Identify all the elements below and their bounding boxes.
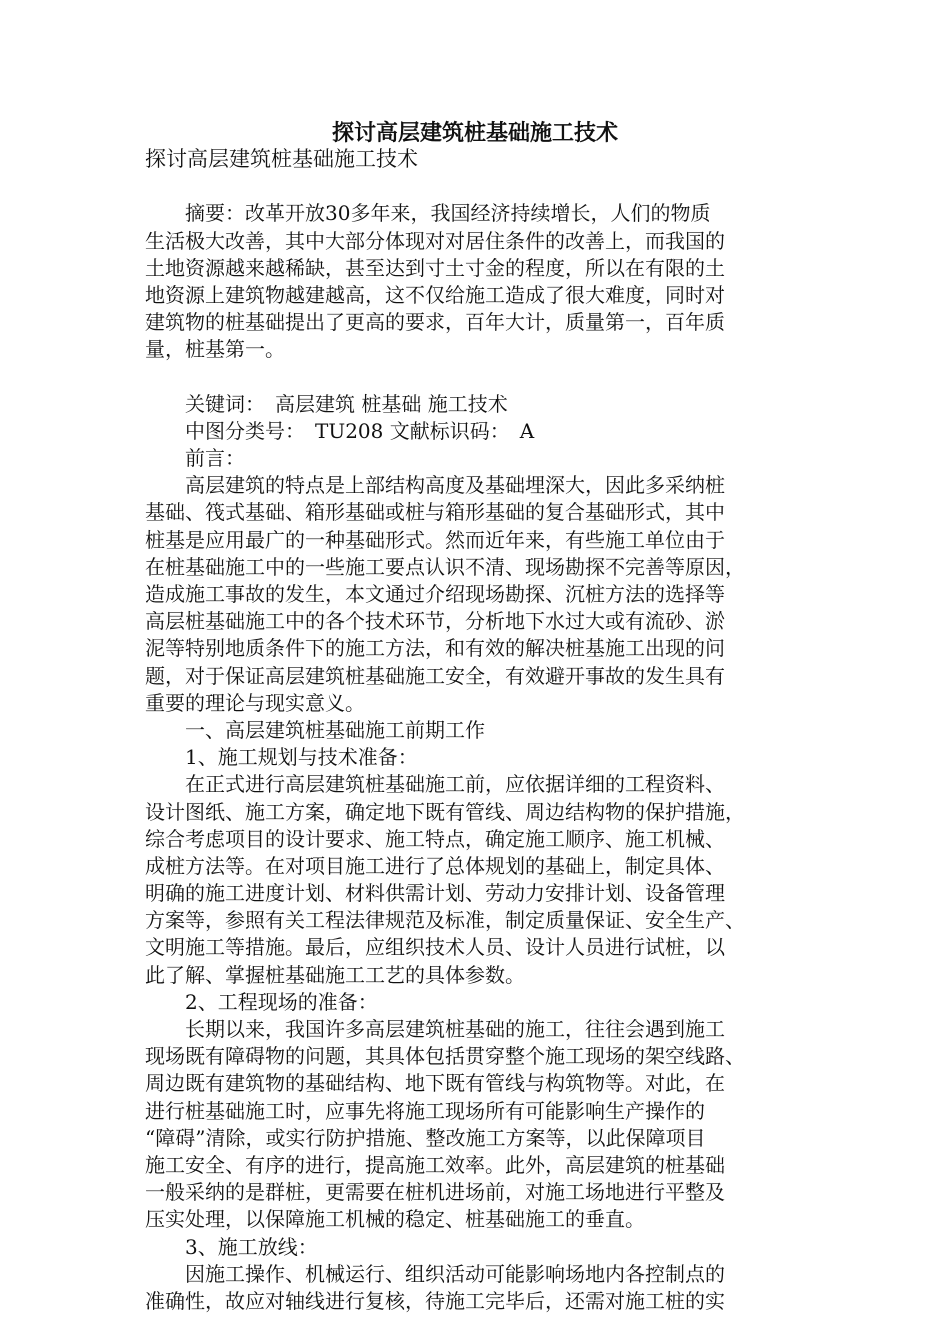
abstract-line-5: 建筑物的桩基础提出了更高的要求，百年大计，质量第一，百年质 [145, 310, 725, 335]
paragraph-line: 重要的理论与现实意义。 [145, 690, 365, 715]
section-heading-1: 一、高层建筑桩基础施工前期工作 [145, 717, 485, 742]
preface-heading: 前言： [145, 446, 245, 471]
abstract-line-6: 量，桩基第一。 [145, 337, 285, 362]
paragraph-line: 造成施工事故的发生，本文通过介绍现场勘探、沉桩方法的选择等 [145, 582, 725, 606]
paragraph-line: 基础、筏式基础、箱形基础或桩与箱形基础的复合基础形式，其中 [145, 500, 725, 525]
paragraph-line: 方案等，参照有关工程法律规范及标准，制定质量保证、安全生产、 [145, 908, 745, 933]
paragraph-line: 一般采纳的是群桩，更需要在桩机进场前，对施工场地进行平整及 [145, 1180, 725, 1205]
abstract-line-2: 生活极大改善，其中大部分体现对对居住条件的改善上，而我国的 [145, 228, 725, 253]
paragraph-line: 题，对于保证高层建筑桩基础施工安全，有效避开事故的发生具有 [145, 663, 725, 688]
paragraph-line: 因施工操作、机械运行、组织活动可能影响场地内各控制点的 [145, 1261, 725, 1286]
paragraph-line: 成桩方法等。在对项目施工进行了总体规划的基础上，制定具体、 [145, 853, 725, 878]
paragraph-line: 现场既有障碍物的问题，其具体包括贯穿整个施工现场的架空线路、 [145, 1044, 745, 1069]
abstract-line-1: 摘要：改革开放30多年来，我国经济持续增长，人们的物质 [145, 201, 711, 226]
paragraph-line: 文明施工等措施。最后，应组织技术人员、设计人员进行试桩，以 [145, 935, 725, 960]
subsection-heading-2: 2、工程现场的准备： [145, 989, 378, 1014]
paragraph-line: 在桩基础施工中的一些施工要点认识不清、现场勘探不完善等原因， [145, 554, 745, 579]
paragraph-line: 压实处理，以保障施工机械的稳定、桩基础施工的垂直。 [145, 1207, 645, 1232]
paragraph-line: 高层桩基础施工中的各个技术环节，分析地下水过大或有流砂、淤 [145, 609, 725, 634]
paragraph-line: 设计图纸、施工方案，确定地下既有管线、周边结构物的保护措施， [145, 799, 745, 824]
paragraph-line: 泥等特别地质条件下的施工方法，和有效的解决桩基施工出现的问 [145, 636, 725, 661]
subsection-heading-3: 3、施工放线： [145, 1234, 318, 1259]
blank-line [145, 173, 805, 200]
classification-line: 中图分类号： TU208 文献标识码： A [145, 418, 535, 443]
paragraph-line: “障碍”清除，或实行防护措施、整改施工方案等，以此保障项目 [145, 1125, 706, 1150]
paragraph-line: 此了解、掌握桩基础施工工艺的具体参数。 [145, 962, 525, 987]
subsection-heading-1: 1、施工规划与技术准备： [145, 745, 418, 770]
paragraph-line: 综合考虑项目的设计要求、施工特点，确定施工顺序、施工机械、 [145, 826, 725, 851]
abstract-line-3: 土地资源越来越稀缺，甚至达到寸土寸金的程度，所以在有限的土 [145, 255, 725, 280]
document-body [145, 146, 805, 1315]
paragraph-line: 明确的施工进度计划、材料供需计划、劳动力安排计划、设备管理 [145, 881, 725, 906]
paragraph-line: 长期以来，我国许多高层建筑桩基础的施工，往往会遇到施工 [145, 1017, 725, 1041]
paragraph-line: 周边既有建筑物的基础结构、地下既有管线与构筑物等。对此，在 [145, 1071, 725, 1096]
paragraph-line: 桩基是应用最广的一种基础形式。然而近年来，有些施工单位由于 [145, 527, 725, 552]
paragraph-line: 准确性，故应对轴线进行复核，待施工完毕后，还需对施工桩的实 [145, 1288, 725, 1313]
document-title: 探讨高层建筑桩基础施工技术 [331, 120, 618, 146]
keywords-line: 关键词： 高层建筑 桩基础 施工技术 [145, 391, 508, 416]
abstract-line-4: 地资源上建筑物越建越高，这不仅给施工造成了很大难度，同时对 [145, 282, 725, 307]
paragraph-line: 施工安全、有序的进行，提高施工效率。此外，高层建筑的桩基础 [145, 1152, 725, 1177]
blank-line [145, 364, 805, 391]
paragraph-line: 在正式进行高层建筑桩基础施工前，应依据详细的工程资料、 [145, 772, 725, 797]
paragraph-line: 高层建筑的特点是上部结构高度及基础埋深大，因此多采纳桩 [145, 473, 725, 498]
document-subtitle: 探讨高层建筑桩基础施工技术 [145, 147, 418, 171]
paragraph-line: 进行桩基础施工时，应事先将施工现场所有可能影响生产操作的 [145, 1098, 705, 1123]
